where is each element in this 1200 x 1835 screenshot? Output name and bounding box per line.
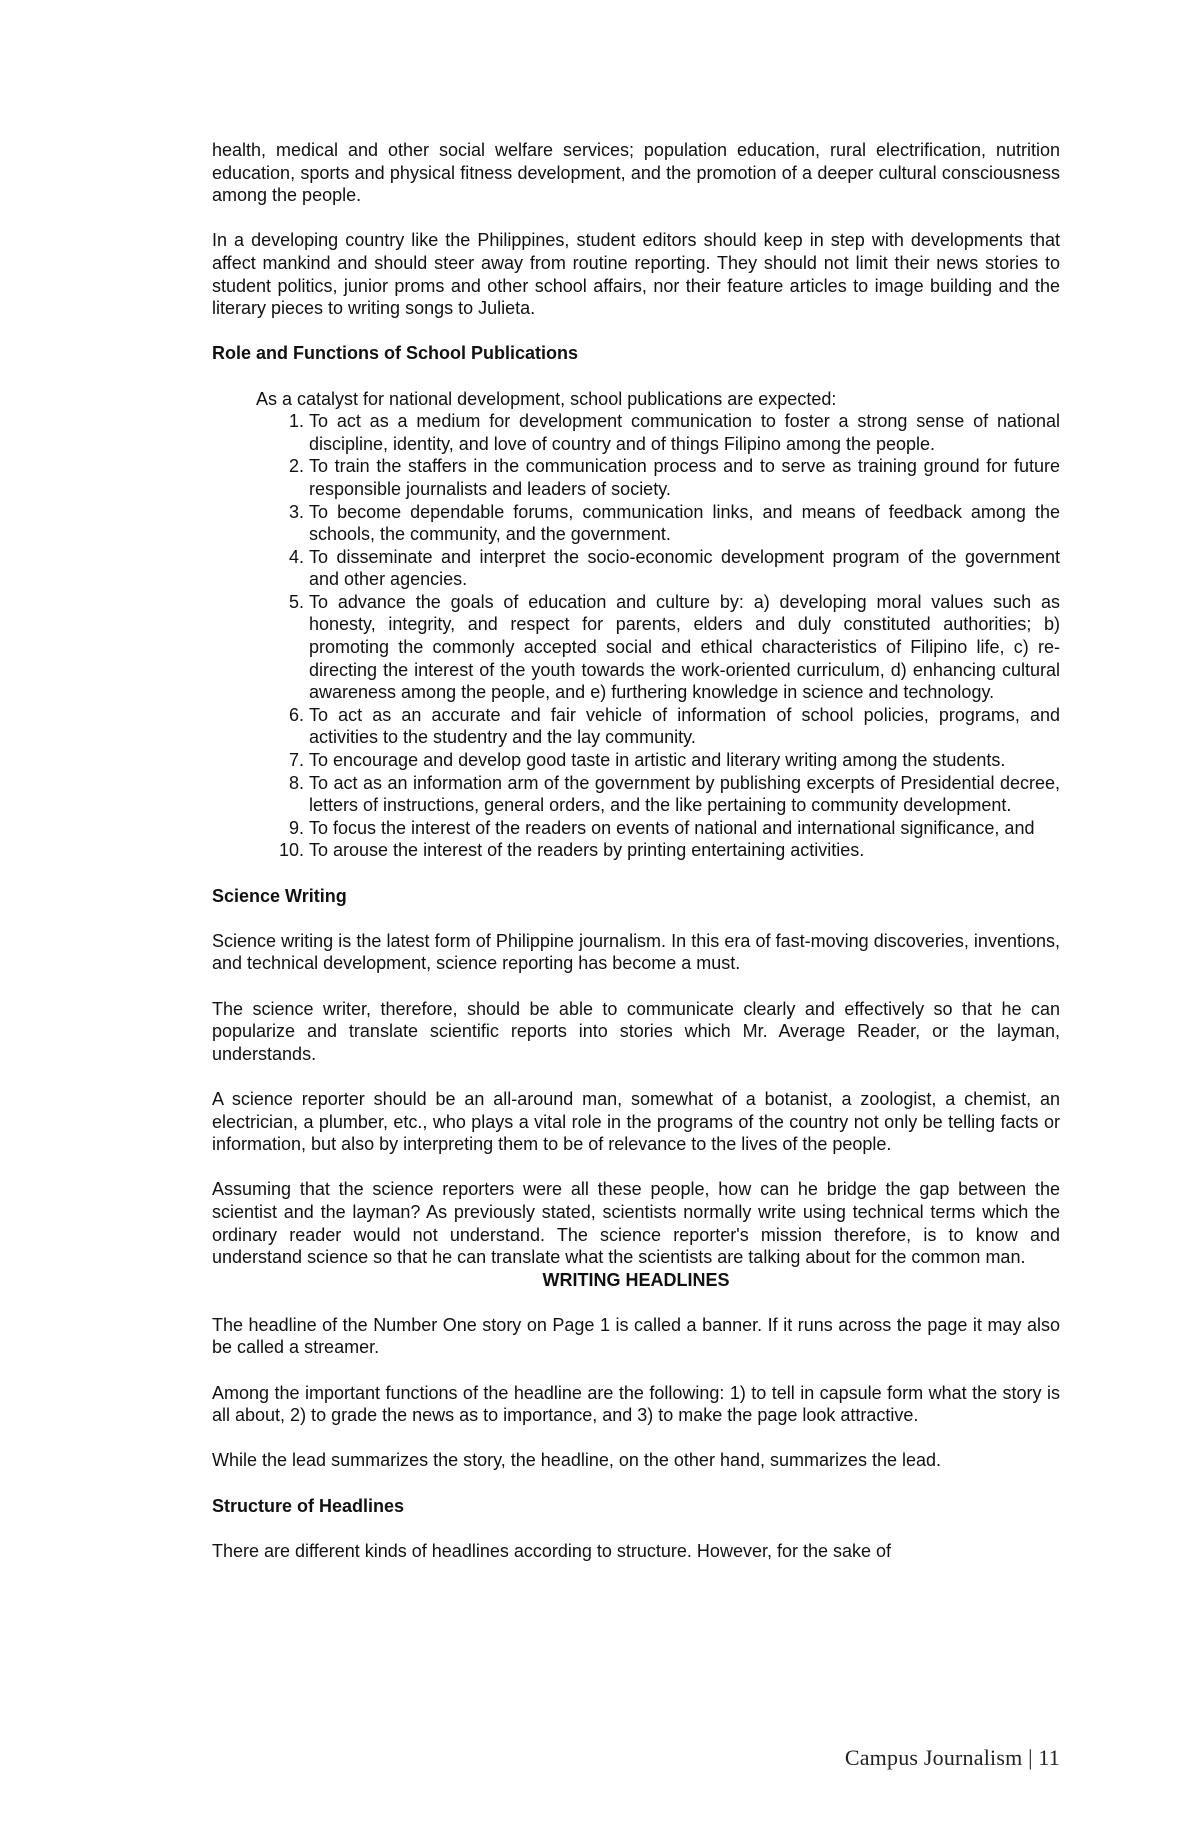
paragraph-headline-functions: Among the important functions of the headline are the following: 1) to tell in capsule form what the story is all about, 2) to grade the news as to importance, and 3) to make the page look attractive. bbox=[212, 1382, 1060, 1426]
list-item-number: 3. bbox=[288, 501, 304, 522]
list-item bbox=[212, 772, 1060, 817]
paragraph-welfare-services: health, medical and other social welfare services; population education, rural electrification, nutrition education, sports and physical fitness development, and the promotion of a deeper cultural consciousness among the people. bbox=[212, 140, 1060, 206]
list-item-text: To arouse the interest of the readers by printing entertaining activities. bbox=[309, 840, 865, 861]
list-item bbox=[212, 591, 1060, 704]
list-item-number: 7. bbox=[288, 750, 304, 771]
list-item-text: To advance the goals of education and culture by: a) developing moral values such as honesty, integrity, and respect for parents, elders and duly constituted authorities; b) promoting the commonly accepted social and ethical characteristics of Filipino life, c) re-directing the interest of the youth towards the work-oriented curriculum, d) enhancing cultural awareness among the people, and e) furthering knowledge in science and technology. bbox=[309, 591, 1060, 703]
list-item bbox=[212, 410, 1060, 455]
list-item bbox=[212, 817, 1060, 840]
list-item bbox=[212, 839, 1060, 862]
list-item-text: To act as an information arm of the government by publishing excerpts of Presidential decree, letters of instructions, general orders, and the like pertaining to community development. bbox=[309, 772, 1060, 816]
heading-writing-headlines: WRITING HEADLINES bbox=[542, 1269, 730, 1290]
list-item bbox=[212, 704, 1060, 749]
paragraph-banner: The headline of the Number One story on Page 1 is called a banner. If it runs across the page it may also be called a streamer. bbox=[212, 1314, 1060, 1358]
functions-list bbox=[212, 410, 1060, 862]
heading-role-functions: Role and Functions of School Publications bbox=[212, 343, 579, 364]
list-item-number: 8. bbox=[288, 772, 304, 793]
paragraph-developing-country: In a developing country like the Philippines, student editors should keep in step with developments that affect mankind and should steer away from routine reporting. They should not limit their news stories to student politics, junior proms and other school affairs, nor their feature articles to image building and the literary pieces to writing songs to Julieta. bbox=[212, 230, 1060, 319]
paragraph-science-latest: Science writing is the latest form of Philippine journalism. In this era of fast-moving discoveries, inventions, and technical development, science reporting has become a must. bbox=[212, 930, 1060, 974]
paragraph-science-reporter: A science reporter should be an all-around man, somewhat of a botanist, a zoologist, a chemist, an electrician, a plumber, etc., who plays a vital role in the programs of the country not only be telling facts or information, but also by interpreting them to be of relevance to the lives of the people. bbox=[212, 1088, 1060, 1155]
list-item-number: 6. bbox=[288, 704, 304, 725]
list-intro: As a catalyst for national development, school publications are expected: bbox=[256, 388, 837, 409]
list-item bbox=[212, 546, 1060, 591]
heading-structure-headlines: Structure of Headlines bbox=[212, 1495, 405, 1516]
list-item-text: To act as a medium for development communication to foster a strong sense of national discipline, identity, and love of country and of things Filipino among the people. bbox=[309, 411, 1060, 454]
list-item-number: 9. bbox=[288, 817, 304, 838]
document-page bbox=[212, 139, 1060, 1585]
paragraph-bridge-gap: Assuming that the science reporters were all these people, how can he bridge the gap between the scientist and the layman? As previously stated, scientists normally write using technical terms which the ordinary reader would not understand. The science reporter's mission therefore, is to know and understand science so that he can translate what the scientists are talking about for the common man. bbox=[212, 1179, 1060, 1268]
list-item bbox=[212, 455, 1060, 500]
list-item-number: 10. bbox=[278, 840, 304, 861]
list-item-text: To become dependable forums, communication links, and means of feedback among the schools, the community, and the government. bbox=[309, 501, 1060, 545]
list-item bbox=[212, 501, 1060, 546]
list-item-number: 2. bbox=[288, 456, 304, 477]
heading-science-writing: Science Writing bbox=[212, 885, 347, 906]
list-item-text: To focus the interest of the readers on events of national and international significance, and bbox=[309, 817, 1035, 838]
paragraph-structure: There are different kinds of headlines according to structure. However, for the sake of bbox=[212, 1540, 892, 1561]
list-item-text: To encourage and develop good taste in artistic and literary writing among the students. bbox=[309, 750, 1006, 771]
list-item-number: 4. bbox=[288, 546, 304, 567]
paragraph-lead-summary: While the lead summarizes the story, the headline, on the other hand, summarizes the lead. bbox=[212, 1450, 942, 1471]
page-footer: Campus Journalism | 11 bbox=[844, 1745, 1060, 1770]
paragraph-science-writer: The science writer, therefore, should be able to communicate clearly and effectively so that he can popularize and translate scientific reports into stories which Mr. Average Reader, or the layman, understands. bbox=[212, 998, 1060, 1064]
list-item-text: To train the staffers in the communication process and to serve as training ground for future responsible journalists and leaders of society. bbox=[309, 456, 1060, 499]
list-item-text: To act as an accurate and fair vehicle of information of school policies, programs, and activities to the studentry and the lay community. bbox=[309, 704, 1060, 748]
list-item bbox=[212, 749, 1060, 772]
list-item-text: To disseminate and interpret the socio-economic development program of the government and other agencies. bbox=[309, 546, 1060, 590]
list-item-number: 5. bbox=[288, 591, 304, 612]
list-item-number: 1. bbox=[288, 411, 304, 432]
